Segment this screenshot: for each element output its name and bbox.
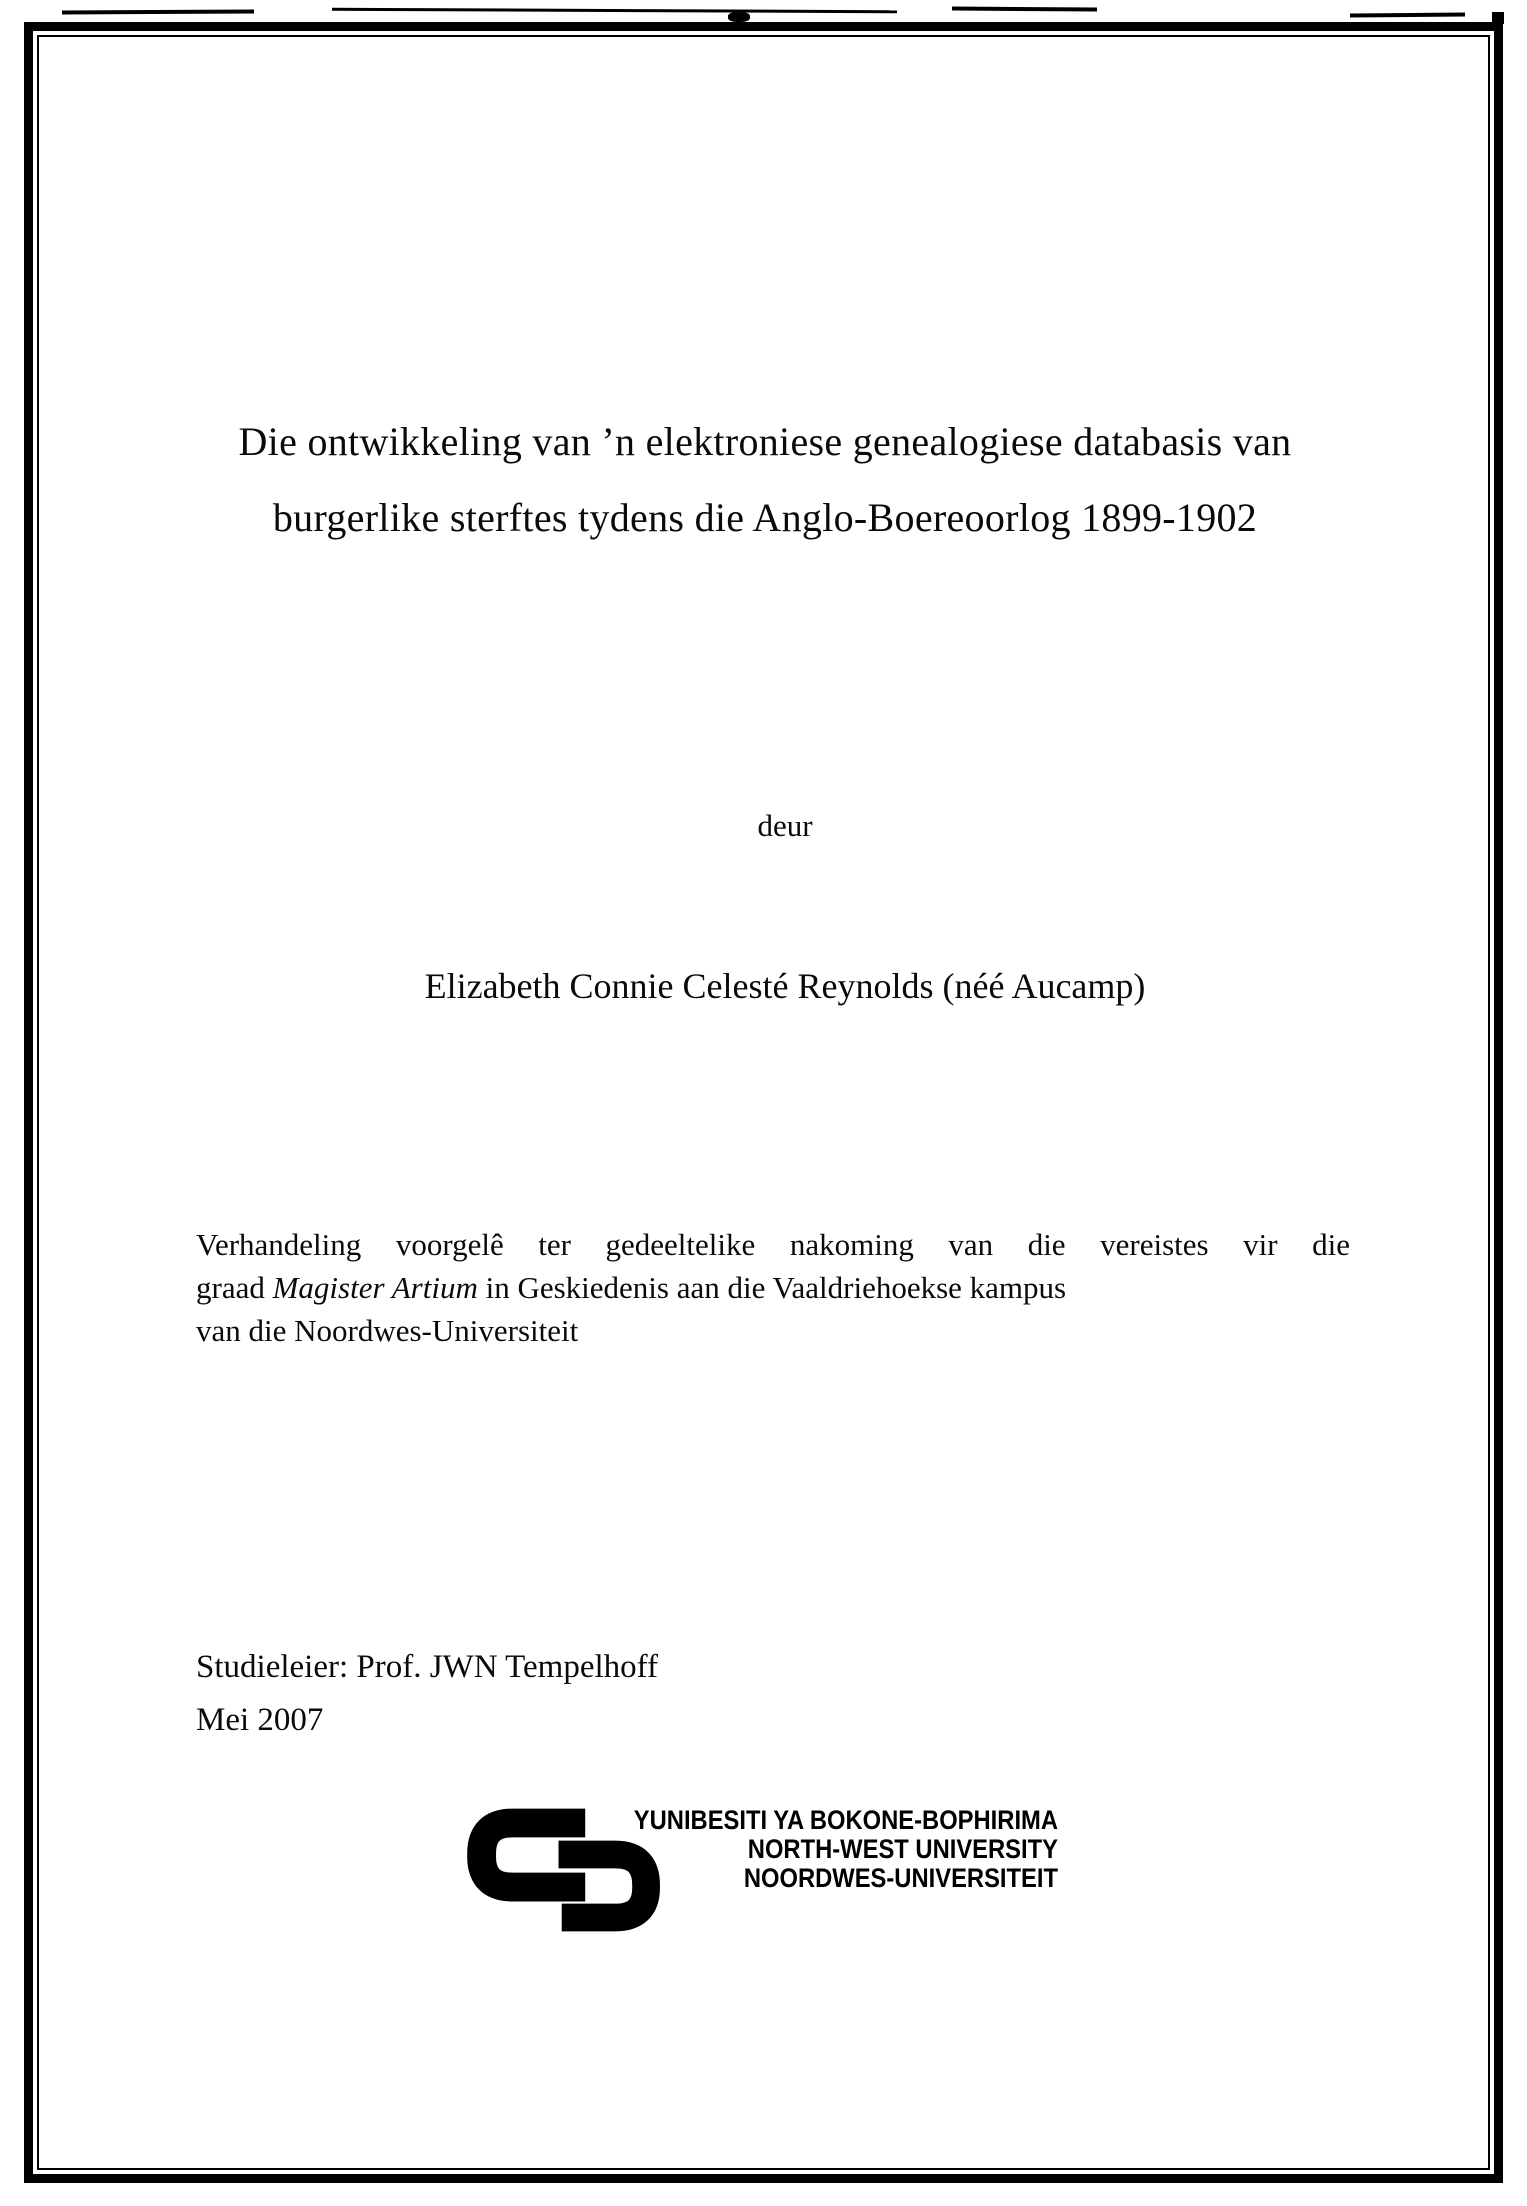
statement-line-3: van die Noordwes-Universiteit [196,1313,579,1348]
supervisor-block [196,1641,658,1747]
logo-line-afrikaans: NOORDWES-UNIVERSITEIT [743,1863,1058,1893]
logo-line-english: NORTH-WEST UNIVERSITY [747,1834,1058,1864]
statement-line-1: Verhandeling voorgelê ter gedeeltelike nakoming van die vereistes vir die [196,1227,1350,1262]
supervisor-line: Studieleier: Prof. JWN Tempelhoff [196,1649,659,1685]
title-line-2: burgerlike sterftes tydens die Anglo-Boereoorlog 1899-1902 [272,495,1258,540]
university-logo-text [620,1806,1058,1893]
scan-artifact [1350,12,1465,17]
date-line: Mei 2007 [196,1702,324,1738]
logo-line-setswana: YUNIBESITI YA BOKONE-BOPHIRIMA [633,1805,1058,1835]
title-line-1: Die ontwikkeling van ’n elektroniese genealogiese databasis van [238,419,1292,464]
scan-artifact [332,8,897,13]
statement-line2-suffix: in Geskiedenis aan die Vaaldriehoekse kampus [477,1270,1067,1305]
scan-artifact [728,12,750,22]
statement-line-2 [196,1266,1350,1309]
author-name: Elizabeth Connie Celesté Reynolds (néé Aucamp) [424,966,1146,1006]
submission-statement [196,1223,1350,1352]
statement-line2-prefix: graad [196,1270,273,1305]
thesis-title [150,404,1380,556]
scan-artifact [952,6,1097,11]
scan-artifact [62,9,254,14]
byline: deur [757,808,813,843]
degree-name-italic: Magister Artium [272,1270,478,1305]
